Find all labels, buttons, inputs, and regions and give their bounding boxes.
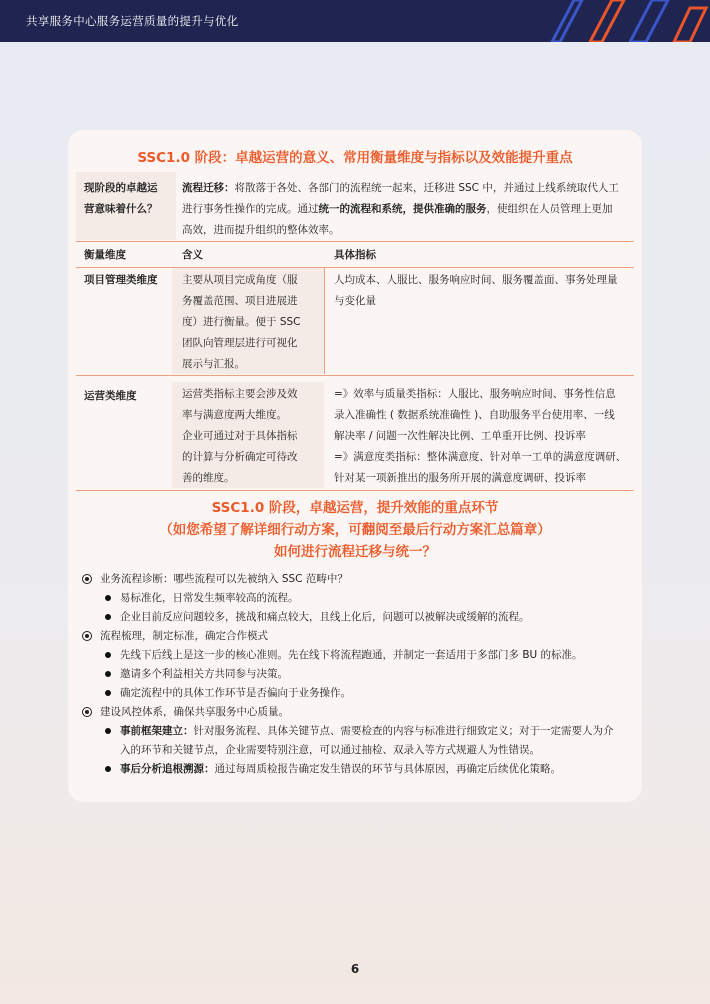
table-rule	[76, 241, 634, 242]
list-item-text: 建设风控体系，确保共享服务中心质量。	[100, 706, 289, 718]
sub-list-item	[120, 646, 630, 665]
section-title-3: 如何进行流程迁移与统一？	[274, 544, 436, 560]
header-decoration-graphic	[540, 0, 710, 42]
list-item	[100, 703, 289, 722]
page-number: 6	[350, 962, 360, 976]
row-2-meaning	[182, 384, 322, 489]
row-1-metric-line: 人均成本、人服比、服务响应时间、服务覆盖面、事务处理量	[334, 274, 618, 286]
row-1-meaning	[182, 270, 322, 375]
row-2-metric-line: 录入准确性 ( 数据系统准确性 )、自助服务平台使用率、一线	[334, 409, 615, 421]
meaning-line-2-post: ，使组织在人员管理上更加	[486, 203, 613, 215]
row-1-meaning-line: 度）进行衡量。便于 SSC	[182, 316, 301, 328]
radio-bullet-icon	[82, 574, 92, 584]
sub-list-item-text: 针对服务流程、具体关键节点、需要检查的内容与标准进行细致定义；对于一定需要人为介	[193, 725, 614, 737]
meaning-label	[84, 178, 176, 220]
row-2-metric-line: =》效率与质量类指标：人服比、服务响应时间、事务性信息	[334, 388, 616, 400]
row-2-metrics	[334, 384, 630, 489]
meaning-line-2-pre: 进行事务性操作的完成。通过	[182, 203, 319, 215]
dot-bullet-icon	[105, 595, 111, 601]
table-rule	[76, 267, 634, 268]
row-2-meaning-line: 运营类指标主要会涉及效	[182, 388, 298, 400]
sub-list-item	[120, 722, 630, 760]
dot-bullet-icon	[105, 766, 111, 772]
meaning-text	[182, 178, 632, 241]
row-2-meaning-line: 企业可通过对于具体指标	[182, 430, 298, 442]
list-item-text: 流程梳理，制定标准，确定合作模式	[100, 630, 268, 642]
table-header-dimension: 衡量维度	[84, 249, 126, 261]
meaning-line-3: 高效，进而提升组织的整体效率。	[182, 224, 340, 236]
sub-list-item-text: 先线下后线上是这一步的核心准则。先在线下将流程跑通，并制定一套适用于多部门多 BU 的标准。	[120, 649, 583, 661]
sub-list-item-bold: 事前框架建立：	[120, 725, 194, 737]
sub-list-item-text: 通过每周质检报告确定发生错误的环节与具体原因，再确定后续优化策略。	[214, 763, 561, 775]
row-2-metric-line: =》满意度类指标：整体满意度、针对单一工单的满意度调研、	[334, 451, 627, 463]
section-title-1: SSC1.0 阶段，卓越运营，提升效能的重点环节	[211, 500, 499, 516]
meaning-bold-lead: 流程迁移：	[182, 182, 235, 194]
sub-list-item	[120, 608, 630, 627]
row-1-divider	[324, 268, 325, 374]
dot-bullet-icon	[105, 652, 111, 658]
sub-list-item-text: 确定流程中的具体工作环节是否偏向于业务操作。	[120, 687, 351, 699]
table-header-meaning: 含义	[182, 249, 203, 261]
row-2-metric-line: 针对某一项新推出的服务所开展的满意度调研、投诉率	[334, 472, 586, 484]
row-2-dimension: 运营类维度	[84, 390, 137, 402]
sub-list-item	[120, 760, 630, 779]
meaning-label-line-1: 现阶段的卓越运	[84, 182, 158, 194]
list-item	[100, 627, 268, 646]
page-header	[0, 0, 710, 42]
card-title: SSC1.0 阶段：卓越运营的意义、常用衡量维度与指标以及效能提升重点	[137, 150, 573, 166]
sub-list-item-bold: 事后分析追根溯源：	[120, 763, 215, 775]
table-rule	[76, 490, 634, 491]
dot-bullet-icon	[105, 671, 111, 677]
row-1-meaning-line: 主要从项目完成角度（服	[182, 274, 298, 286]
table-rule	[76, 375, 634, 376]
row-1-metrics	[334, 270, 630, 312]
row-1-meaning-line: 务覆盖范围、项目进展进	[182, 295, 298, 307]
row-1-dimension: 项目管理类维度	[84, 274, 158, 286]
sub-list-item-text: 企业目前反应问题较多，挑战和痛点较大，且线上化后，问题可以被解决或缓解的流程。	[120, 611, 530, 623]
meaning-line-1	[182, 178, 632, 199]
row-2-meaning-line: 率与满意度两大维度。	[182, 409, 287, 421]
sub-list-item-text-continued: 入的环节和关键节点，企业需要特别注意，可以通过抽检、双录入等方式规避人为性错误。	[120, 744, 540, 756]
meaning-line-1-rest: 将散落于各处、各部门的流程统一起来，迁移进 SSC 中，并通过上线系统取代人工	[234, 182, 619, 194]
sub-list-item	[120, 684, 630, 703]
row-1-meaning-line: 展示与汇报。	[182, 358, 245, 370]
meaning-line-2-bold: 统一的流程和系统，提供准确的服务	[318, 203, 487, 215]
dot-bullet-icon	[105, 690, 111, 696]
radio-bullet-icon	[82, 707, 92, 717]
list-item	[100, 570, 348, 589]
meaning-line-2	[182, 199, 632, 220]
row-1-metric-line: 与变化量	[334, 295, 376, 307]
content-card	[68, 130, 642, 802]
table-header-metrics: 具体指标	[334, 249, 376, 261]
dot-bullet-icon	[105, 614, 111, 620]
header-title: 共享服务中心服务运营质量的提升与优化	[26, 14, 239, 28]
sub-list-item	[120, 589, 630, 608]
sub-list-item-text: 易标准化，日常发生频率较高的流程。	[120, 592, 299, 604]
meaning-label-line-2: 营意味着什么？	[84, 203, 158, 215]
dot-bullet-icon	[105, 728, 111, 734]
radio-bullet-icon	[82, 631, 92, 641]
row-2-metric-line: 解决率 / 问题一次性解决比例、工单重开比例、投诉率	[334, 430, 586, 442]
row-2-meaning-line: 的计算与分析确定可待改	[182, 451, 298, 463]
sub-list-item	[120, 665, 630, 684]
row-2-meaning-line: 善的维度。	[182, 472, 235, 484]
sub-list-item-text: 邀请多个利益相关方共同参与决策。	[120, 668, 288, 680]
list-item-text: 业务流程诊断：哪些流程可以先被纳入 SSC 范畴中？	[100, 573, 348, 585]
section-title-2: （如您希望了解详细行动方案，可翻阅至最后行动方案汇总篇章）	[159, 522, 551, 538]
row-1-meaning-line: 团队向管理层进行可视化	[182, 337, 298, 349]
